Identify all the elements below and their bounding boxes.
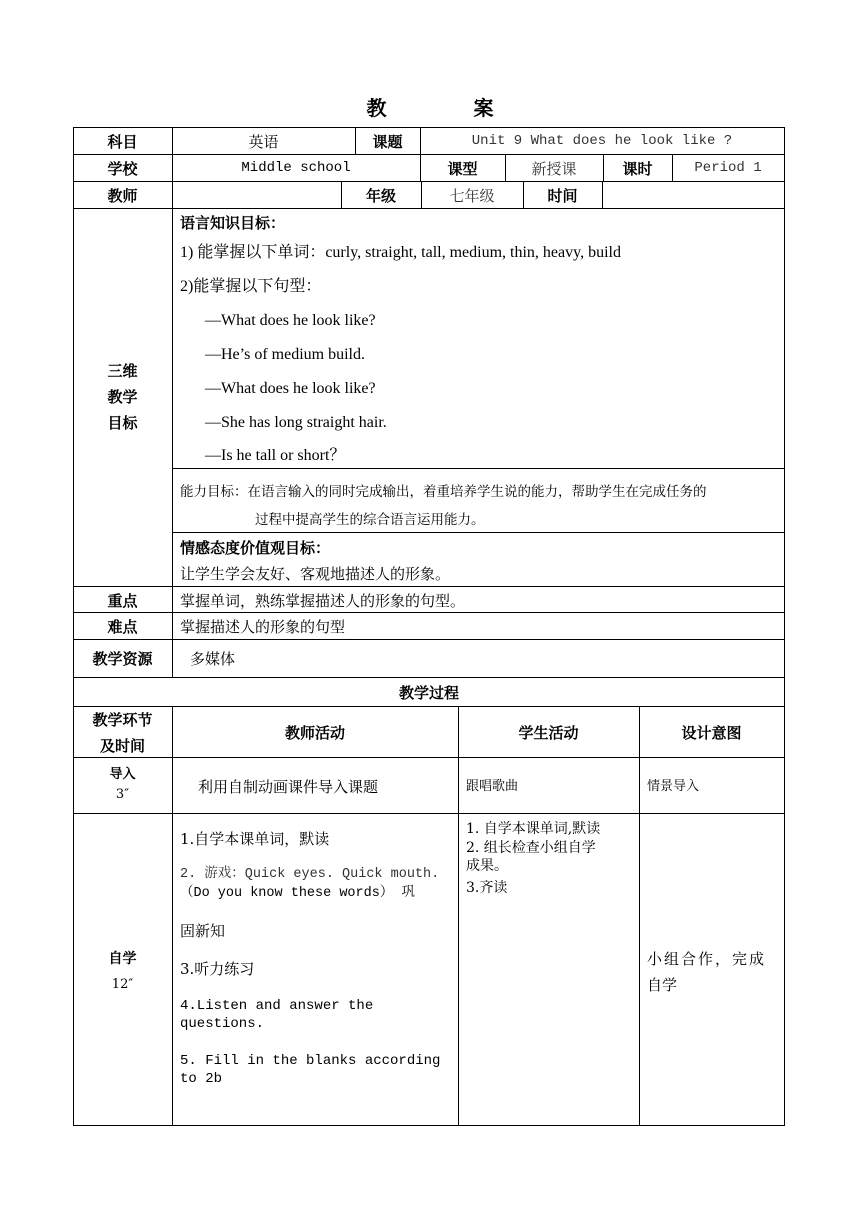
difficulties-label: 难点 bbox=[107, 618, 138, 636]
grade-label: 年级 bbox=[365, 187, 396, 205]
selfstudy-teacher-line: （Do you know these words） 巩 bbox=[180, 886, 415, 901]
selfstudy-teacher-line: 2. 游戏：Quick eyes. Quick mouth. bbox=[180, 867, 440, 882]
key-points-label: 重点 bbox=[107, 592, 138, 610]
ability-goal-line2: 过程中提高学生的综合语言运用能力。 bbox=[255, 512, 485, 528]
lesson-type-label: 课型 bbox=[447, 160, 478, 178]
knowledge-line: —Is he tall or short？ bbox=[205, 447, 346, 464]
resources-label: 教学资源 bbox=[92, 650, 153, 668]
emotion-text: 让学生学会友好、客观地描述人的形象。 bbox=[180, 565, 451, 583]
period-value: Period 1 bbox=[694, 160, 762, 176]
selfstudy-student-line: 3.齐读 bbox=[466, 880, 508, 896]
selfstudy-teacher-line: 固新知 bbox=[180, 922, 226, 940]
knowledge-line: —What does he look like? bbox=[205, 380, 376, 397]
knowledge-line: 2)能掌握以下句型： bbox=[180, 278, 322, 295]
objectives-label-2: 教学 bbox=[107, 388, 138, 406]
intro-student-activity: 跟唱歌曲 bbox=[466, 779, 519, 794]
knowledge-title: 语言知识目标： bbox=[180, 214, 286, 232]
stage-selfstudy-name: 自学 bbox=[108, 951, 137, 967]
difficulties-text: 掌握描述人的形象的句型 bbox=[180, 618, 346, 636]
col-stage-line1: 教学环节 bbox=[92, 711, 153, 729]
col-student-activity: 学生活动 bbox=[518, 724, 579, 742]
selfstudy-teacher-line: 1.自学本课单词，默读 bbox=[180, 830, 330, 848]
ability-goal-line1: 能力目标：在语言输入的同时完成输出，着重培养学生说的能力，帮助学生在完成任务的 bbox=[180, 484, 707, 500]
knowledge-line: —He’s of medium build. bbox=[205, 346, 365, 363]
selfstudy-teacher-line: 5. Fill in the blanks according bbox=[180, 1053, 441, 1069]
teacher-label: 教师 bbox=[107, 187, 138, 205]
intro-teacher-activity: 利用自制动画课件导入课题 bbox=[198, 778, 379, 796]
selfstudy-design-intent-line2: 自学 bbox=[647, 976, 678, 994]
topic-value: Unit 9 What does he look like ? bbox=[471, 133, 733, 149]
col-stage-line2: 及时间 bbox=[99, 737, 145, 755]
resources-text: 多媒体 bbox=[190, 650, 236, 668]
knowledge-line: —What does he look like? bbox=[205, 312, 376, 329]
school-value: Middle school bbox=[241, 160, 351, 176]
stage-selfstudy-time: 12″ bbox=[111, 977, 134, 992]
selfstudy-student-line: 2. 组长检查小组自学 bbox=[466, 840, 596, 856]
knowledge-line: —She has long straight hair. bbox=[205, 414, 387, 431]
time-label: 时间 bbox=[547, 187, 578, 205]
knowledge-line: 1) 能掌握以下单词：curly, straight, tall, medium, thin, heavy, build bbox=[180, 244, 621, 261]
subject-label: 科目 bbox=[107, 133, 138, 151]
selfstudy-teacher-line: 4.Listen and answer the bbox=[180, 998, 374, 1014]
selfstudy-design-intent-line1: 小组合作，完成 bbox=[647, 950, 767, 968]
col-design-intent: 设计意图 bbox=[681, 724, 742, 742]
topic-label: 课题 bbox=[372, 133, 403, 151]
period-label: 课时 bbox=[622, 160, 653, 178]
selfstudy-student-line: 1. 自学本课单词,默读 bbox=[466, 821, 601, 837]
key-points-text: 掌握单词，熟练掌握描述人的形象的句型。 bbox=[180, 592, 466, 610]
selfstudy-teacher-line: questions. bbox=[180, 1016, 265, 1032]
document-title: 教 案 bbox=[366, 96, 534, 120]
col-teacher-activity: 教师活动 bbox=[284, 724, 345, 742]
lesson-type-value: 新授课 bbox=[531, 160, 577, 178]
stage-intro-time: 3″ bbox=[115, 787, 130, 802]
objectives-label-1: 三维 bbox=[107, 362, 138, 380]
process-title: 教学过程 bbox=[398, 684, 459, 702]
grade-value: 七年级 bbox=[449, 187, 495, 205]
selfstudy-student-line: 成果。 bbox=[466, 858, 508, 874]
stage-intro-name: 导入 bbox=[109, 767, 136, 782]
subject-value: 英语 bbox=[248, 133, 279, 151]
selfstudy-teacher-line: to 2b bbox=[180, 1071, 223, 1087]
selfstudy-teacher-line: 3.听力练习 bbox=[180, 960, 255, 978]
school-label: 学校 bbox=[107, 160, 138, 178]
intro-design-intent: 情景导入 bbox=[647, 779, 700, 794]
emotion-title: 情感态度价值观目标： bbox=[180, 539, 331, 557]
objectives-label-3: 目标 bbox=[107, 414, 138, 432]
